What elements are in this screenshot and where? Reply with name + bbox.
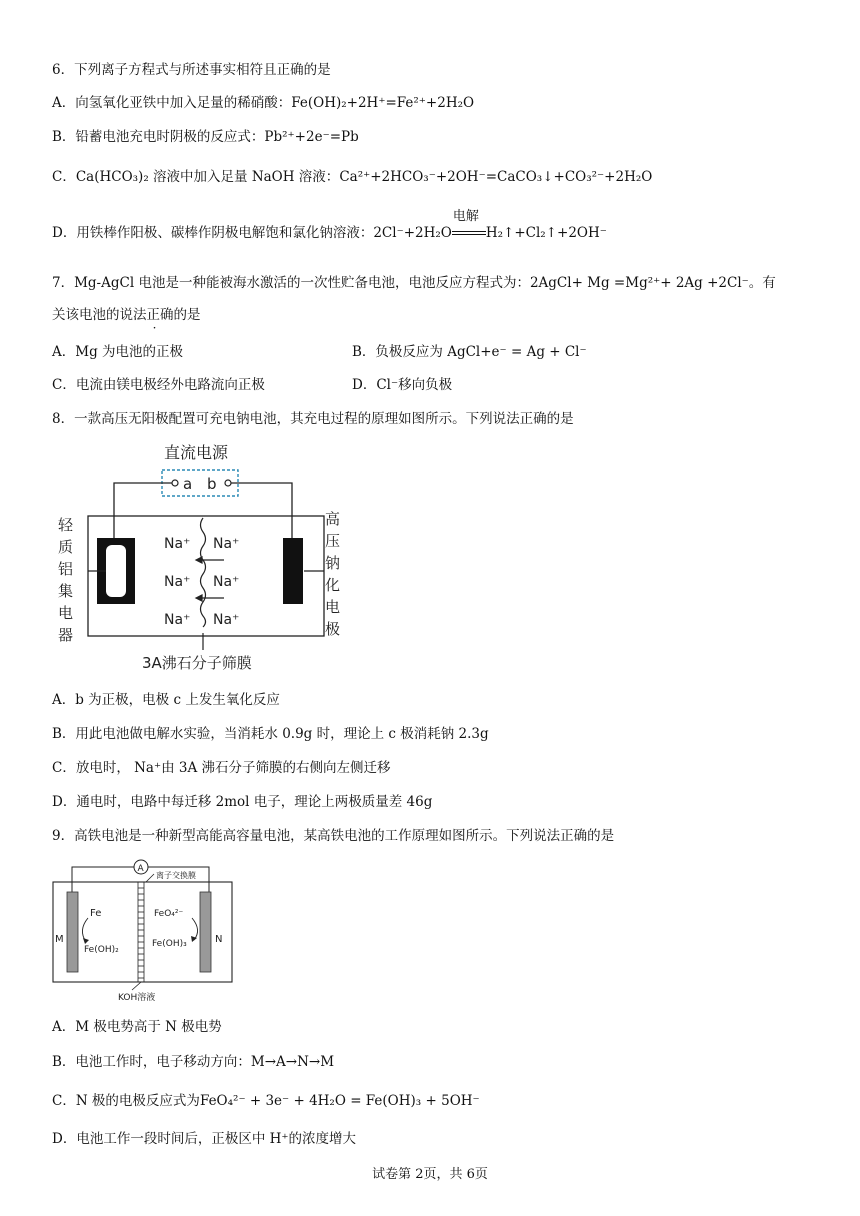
q8-ion-r1: Na⁺ [213,536,240,552]
svg-text:极: 极 [325,620,341,638]
q7-stem2-emphasis: 正 [146,307,160,323]
q9-figure [52,856,236,1002]
q6-c-prefix: C．Ca(HCO₃)₂ 溶液中加入足量 NaOH 溶液： [52,169,340,185]
q8-ion-l2: Na⁺ [164,574,191,590]
svg-text:器: 器 [58,626,74,644]
q6-stem: 6．下列离子方程式与所述事实相符且正确的是 [52,62,331,78]
svg-text:电: 电 [325,598,341,616]
q8-sodium-electrode [283,538,303,604]
q9-option-b: B．电池工作时，电子移动方向：M→A→N→M [52,1054,335,1070]
q8-left-label [58,516,74,644]
q9-option-a: A．M 极电势高于 N 极电势 [52,1019,222,1035]
q9-feo4-label: FeO₄²⁻ [154,909,184,919]
q9-option-c [52,1092,480,1110]
q7-option-b: B．负极反应为 AgCl+e⁻ = Ag + Cl⁻ [352,344,587,360]
q8-option-b: B．用此电池做电解水实验，当消耗水 0.9g 时，理论上 c 极消耗钠 2.3g [52,726,489,742]
q7-option-d: D．Cl⁻移向负极 [352,377,453,393]
q9-membrane-label: 离子交换膜 [156,871,196,880]
svg-text:电: 电 [58,604,74,622]
q6-d-left: 2Cl⁻+2H₂O [373,225,452,241]
q7-option-a: A．Mg 为电池的正极 [52,344,184,360]
q8-ion-l3: Na⁺ [164,612,191,628]
q8-ion-r2: Na⁺ [213,574,240,590]
q8-wire-right [231,483,292,538]
q8-figure [52,438,362,678]
svg-text:质: 质 [58,538,74,556]
q8-source-label: 直流电源 [164,443,229,462]
q8-power-box [162,470,238,496]
q9-c-prefix: C．N 极的电极反应式为 [52,1093,200,1109]
q9-option-d: D．电池工作一段时间后，正极区中 H⁺的浓度增大 [52,1131,357,1147]
q8-option-d: D．通电时，电路中每迁移 2mol 电子，理论上两极质量差 46g [52,794,433,810]
svg-text:钠: 钠 [325,554,341,572]
q7-stem2c: 确的是 [160,307,201,323]
q9-feoh3-label: Fe(OH)₃ [152,939,187,949]
q8-b-label: b [207,475,217,493]
q6-option-d [52,209,607,242]
q9-feoh2-label: Fe(OH)₂ [84,945,119,955]
q8-stem: 8．一款高压无阳极配置可充电钠电池，其充电过程的原理如图所示。下列说法正确的是 [52,411,574,427]
q8-option-a: A．b 为正极，电极 c 上发生氧化反应 [52,692,280,708]
q9-solution-label: KOH溶液 [118,993,156,1002]
q9-n-label: N [215,934,223,945]
svg-text:化: 化 [325,576,341,594]
q9-stem: 9．高铁电池是一种新型高能高容量电池，某高铁电池的工作原理如图所示。下列说法正确的是 [52,828,615,844]
q9-electrode-n [200,892,211,972]
q6-d-condition [452,209,486,242]
q7-option-c: C．电流由镁电极经外电路流向正极 [52,377,265,393]
q6-d-right: H₂↑+Cl₂↑+2OH⁻ [485,225,607,241]
q8-ion-r3: Na⁺ [213,612,240,628]
q6-d-prefix: D．用铁棒作阳极、碳棒作阴极电解饱和氯化钠溶液： [52,225,374,241]
q6-option-b [52,128,359,146]
page-footer: 试卷第 2页，共 6页 [372,1167,488,1182]
q9-c-equation: FeO₄²⁻ + 3e⁻ + 4H₂O = Fe(OH)₃ + 5OH⁻ [199,1093,480,1109]
q7-stem-line1: 7．Mg-AgCl 电池是一种能被海水激活的一次性贮备电池，电池反应方程式为：2AgCl+ Mg =Mg²⁺+ 2Ag +2Cl⁻。有 [52,275,776,291]
q8-membrane-label: 3A沸石分子筛膜 [142,654,252,672]
q6-c-equation: Ca²⁺+2HCO₃⁻+2OH⁻=CaCO₃↓+CO₃²⁻+2H₂O [339,169,653,185]
svg-text:轻: 轻 [58,516,74,534]
q6-a-equation: Fe(OH)₂+2H⁺=Fe²⁺+2H₂O [291,95,475,111]
q8-collector-window [106,545,126,597]
q9-fe-label: Fe [90,908,102,919]
q9-ammeter-label: A [137,864,144,874]
q8-wire-left [114,483,172,538]
q8-terminal-b [225,480,231,486]
q9-electrode-m [67,892,78,972]
q7-stem-line2 [52,306,201,324]
q6-b-equation: Pb²⁺+2e⁻=Pb [264,129,359,145]
q8-membrane [201,518,206,627]
q6-option-a [52,94,474,112]
q6-b-prefix: B．铅蓄电池充电时阴极的反应式： [52,129,265,145]
q8-a-label: a [183,475,193,493]
q6-d-condition-text: 电解 [452,209,479,224]
svg-text:压: 压 [325,532,341,550]
svg-text:铝: 铝 [58,560,74,578]
q9-m-label: M [55,934,64,945]
q8-right-label [325,510,340,638]
q8-terminal-a [172,480,178,486]
q9-exchange-membrane [138,882,144,982]
svg-text:集: 集 [58,582,74,600]
svg-text:高: 高 [325,510,341,528]
q6-option-c [52,168,652,186]
q8-option-c: C．放电时， Na⁺由 3A 沸石分子筛膜的右侧向左侧迁移 [52,760,391,776]
q6-a-prefix: A．向氢氧化亚铁中加入足量的稀硝酸： [52,95,292,111]
q7-stem2a: 关该电池的说法 [52,307,147,323]
q8-ion-l1: Na⁺ [164,536,191,552]
